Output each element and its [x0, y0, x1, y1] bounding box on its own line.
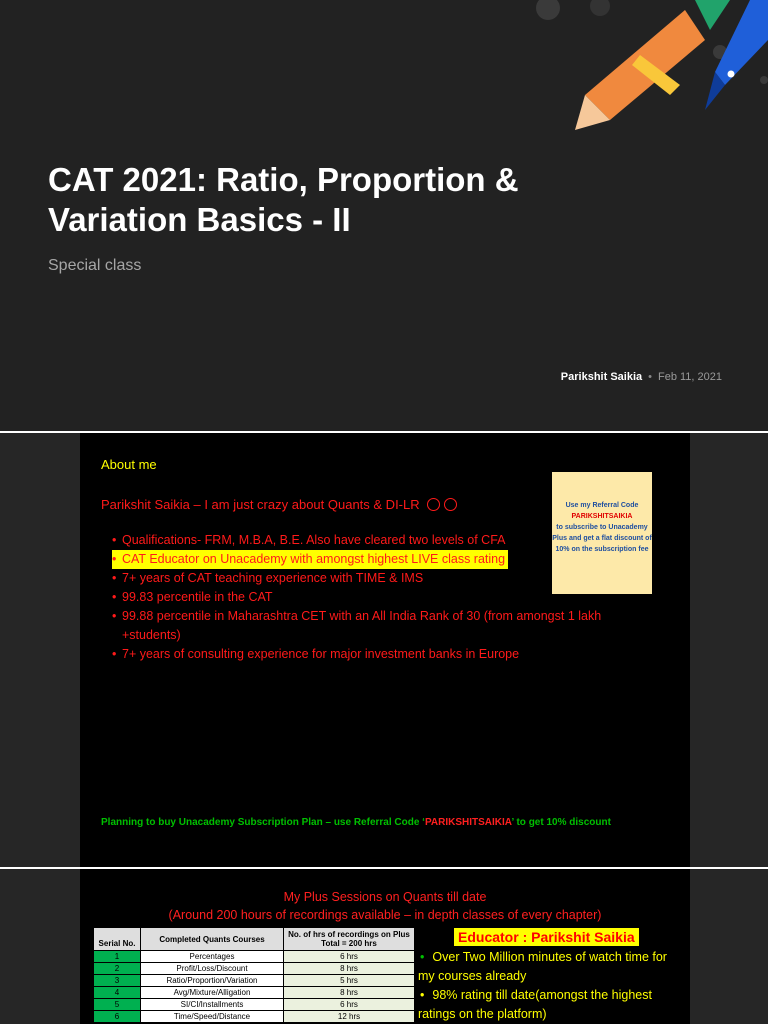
table-cell: 1 [94, 951, 141, 963]
slide-content-area [80, 433, 690, 867]
table-cell: 12 hrs [284, 1011, 415, 1023]
subscription-plan-note [101, 817, 611, 828]
table-cell: 8 hrs [284, 963, 415, 975]
table-cell: Time/Speed/Distance [141, 1011, 284, 1023]
author-name: Parikshit Saikia [560, 371, 643, 383]
intro-text: Parikshit Saikia – I am just crazy about Quants & DI-LR [101, 497, 420, 512]
column-header-serial: Serial No. [94, 928, 141, 951]
table-row [94, 1011, 415, 1023]
table-cell: 6 hrs [284, 951, 415, 963]
separator-dot: • [648, 371, 652, 383]
table-cell: 3 [94, 975, 141, 987]
title-slide [0, 0, 768, 431]
table-cell: Avg/Mixture/Alligation [141, 987, 284, 999]
educator-label: Educator : Parikshit Saikia [454, 928, 639, 946]
table-cell: 6 [94, 1011, 141, 1023]
publish-date: Feb 11, 2021 [657, 371, 722, 383]
list-item-highlighted: • CAT Educator on Unacademy with amongst highest LIVE class rating [112, 550, 508, 569]
stat-item [418, 986, 680, 1024]
slide-content-area [80, 869, 690, 1024]
table-row [94, 975, 415, 987]
referral-description: to subscribe to Unacademy Plus and get a flat discount of 10% on the subscription fee [552, 524, 652, 553]
stats-list [418, 948, 680, 1024]
table-cell: Profit/Loss/Discount [141, 963, 284, 975]
list-item: • Qualifications- FRM, M.B.A, B.E. Also have cleared two levels of CFA [112, 531, 632, 550]
list-item: • 99.88 percentile in Maharashtra CET with an All India Rank of 30 (from amongst 1 lakh +students) [112, 607, 632, 645]
table-row [94, 987, 415, 999]
bullet-icon: • [420, 988, 425, 1002]
about-me-slide [0, 433, 768, 867]
table-cell: 5 [94, 999, 141, 1011]
referral-code: PARIKSHITSAIKIA [571, 513, 633, 520]
table-cell: 8 hrs [284, 987, 415, 999]
table-cell: 2 [94, 963, 141, 975]
intro-line [101, 497, 457, 512]
table-cell: SI/CI/Installments [141, 999, 284, 1011]
bullet-icon: • [420, 950, 425, 964]
stat-item [418, 948, 680, 986]
table-cell: 5 hrs [284, 975, 415, 987]
plan-text-prefix: Planning to buy Unacademy Subscription Plan – use Referral Code ‘ [101, 817, 425, 828]
table-header-row [94, 928, 415, 951]
smiley-icon [427, 498, 440, 511]
table-cell: Ratio/Proportion/Variation [141, 975, 284, 987]
column-header-course: Completed Quants Courses [141, 928, 284, 951]
plus-sessions-slide [0, 869, 768, 1024]
table-row [94, 963, 415, 975]
plan-text-suffix: ’ to get 10% discount [511, 817, 611, 828]
plan-referral-code: PARIKSHITSAIKIA [424, 817, 512, 828]
table-row [94, 951, 415, 963]
presentation-subtitle: Special class [48, 257, 142, 274]
decorative-pencils-graphic [520, 0, 768, 140]
courses-table [93, 927, 415, 1023]
table-cell: 4 [94, 987, 141, 999]
byline [561, 371, 722, 383]
stat-text: 98% rating till date(amongst the highest ratings on the platform) [418, 988, 652, 1021]
table-cell: 6 hrs [284, 999, 415, 1011]
table-row [94, 999, 415, 1011]
column-header-hours: No. of hrs of recordings on Plus Total = 200 hrs [284, 928, 415, 951]
referral-code-box [552, 472, 652, 594]
presentation-title: CAT 2021: Ratio, Proportion & Variation Basics - II [48, 161, 519, 238]
about-heading: About me [101, 457, 157, 472]
sessions-subheading: (Around 200 hours of recordings available – in depth classes of every chapter) [168, 908, 602, 922]
list-item: • 7+ years of CAT teaching experience with TIME & IMS [112, 569, 632, 588]
list-item: • 7+ years of consulting experience for major investment banks in Europe [112, 645, 632, 664]
stat-text: Over Two Million minutes of watch time for my courses already [418, 950, 667, 983]
smiley-icon [444, 498, 457, 511]
table-cell: Percentages [141, 951, 284, 963]
sessions-heading: My Plus Sessions on Quants till date [283, 890, 487, 904]
list-item: • 99.83 percentile in the CAT [112, 588, 632, 607]
referral-line: Use my Referral Code [565, 502, 639, 509]
